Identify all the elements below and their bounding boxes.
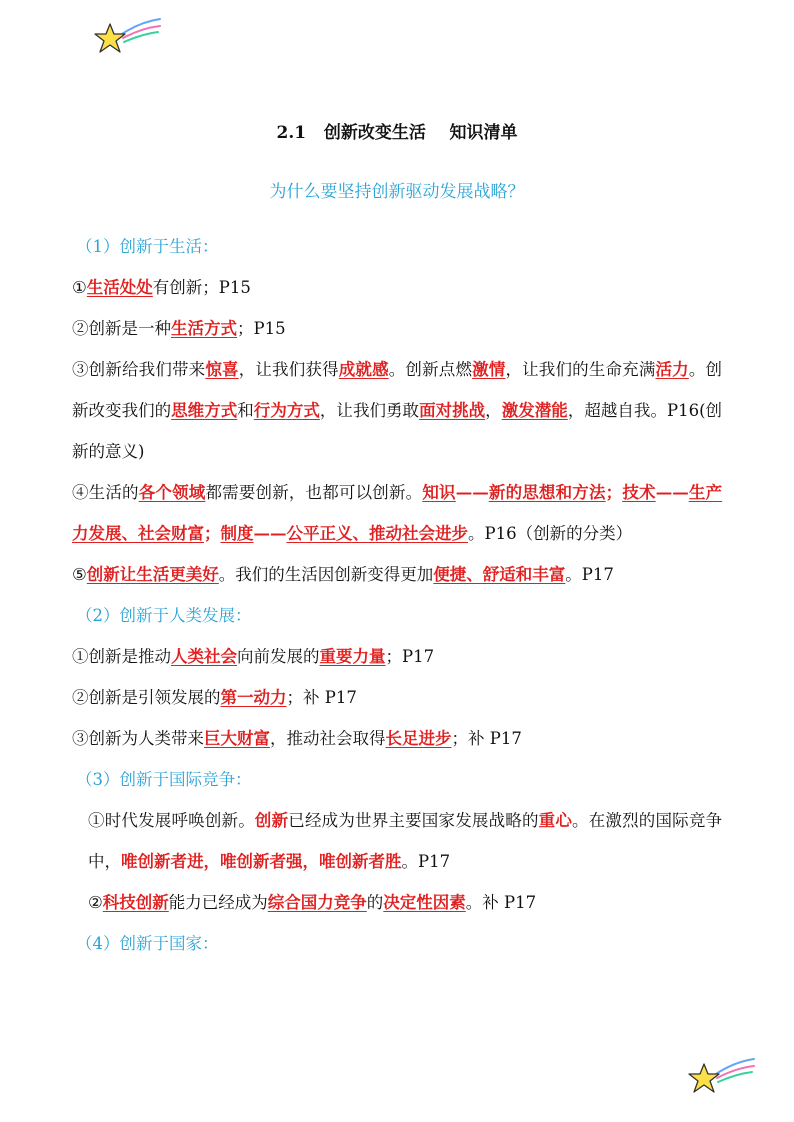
text: ⑤ (72, 565, 87, 584)
keyword: 新的思想和方法 (488, 483, 606, 502)
text: 。P16（创新的分类） (468, 524, 633, 543)
text: ②创新是引领发展的 (72, 688, 221, 707)
keyword: 长足进步 (385, 729, 452, 748)
section-heading-nation: （4）创新于国家： (76, 934, 219, 953)
keyword: 知识 (422, 483, 456, 502)
section-heading-human-development: （2）创新于人类发展： (76, 606, 252, 625)
text: ， (485, 401, 502, 420)
text: 的 (366, 893, 384, 912)
list-item (72, 677, 722, 718)
section-heading-international-competition: （3）创新于国际竞争： (76, 770, 252, 789)
keyword: 创新让生活更美好 (86, 565, 219, 584)
keyword: 唯创新者进，唯创新者强，唯创新者胜 (121, 852, 402, 871)
keyword: 生活处处 (86, 278, 153, 297)
text: 。补 P17 (465, 893, 537, 912)
text: ，让我们获得 (238, 360, 339, 379)
separator: ； (204, 524, 221, 543)
list-item (72, 472, 722, 554)
text: ①创新是推动 (72, 647, 171, 666)
keyword: 成就感 (338, 360, 389, 379)
text: ，超越自我。P16(创新的意义) (72, 401, 723, 461)
keyword: 第一动力 (220, 688, 287, 707)
keyword: 人类社会 (171, 647, 237, 666)
list-item (72, 308, 722, 349)
shooting-star-icon (92, 16, 164, 60)
keyword: 思维方式 (171, 401, 238, 420)
keyword: 创新 (254, 811, 289, 830)
text: ①时代发展呼唤创新。 (88, 811, 255, 830)
page-title: 2.1 创新改变生活 知识清单 (276, 123, 518, 143)
text: ，推动社会取得 (270, 729, 386, 748)
dash: —— (253, 524, 287, 543)
text: ① (72, 278, 87, 297)
list-item (72, 554, 722, 595)
text: 和 (237, 401, 254, 420)
text: ② (88, 893, 103, 912)
keyword: 各个领域 (138, 483, 206, 502)
text: 。创新点燃 (388, 360, 473, 379)
list-item (72, 349, 722, 472)
keyword: 公平正义、推动社会进步 (286, 524, 468, 543)
keyword: 制度 (220, 524, 254, 543)
keyword: 巨大财富 (204, 729, 270, 748)
text: ②创新是一种 (72, 319, 171, 338)
list-item (72, 800, 722, 882)
keyword: 科技创新 (102, 893, 169, 912)
keyword: 综合国力竞争 (267, 893, 367, 912)
keyword: 技术 (622, 483, 656, 502)
text: ③创新给我们带来 (72, 360, 206, 379)
text: 能力已经成为 (168, 893, 268, 912)
keyword: 重要力量 (319, 647, 386, 666)
section-heading-life: （1）创新于生活： (76, 237, 219, 256)
keyword: 决定性因素 (383, 893, 466, 912)
text: 。创新改变我们的 (72, 360, 723, 420)
text: ；P17 (385, 647, 435, 666)
text: 。P17 (565, 565, 614, 584)
text: 。P17 (401, 852, 451, 871)
keyword: 生活方式 (171, 319, 237, 338)
text: ；P15 (237, 319, 286, 338)
document-body (72, 226, 722, 964)
keyword: 重心 (538, 811, 573, 830)
text: 向前发展的 (237, 647, 320, 666)
text: 。我们的生活因创新变得更加 (218, 565, 434, 584)
text: ④生活的 (72, 483, 139, 502)
list-item (72, 882, 722, 923)
list-item (72, 718, 722, 759)
keyword: 生产力发展、社会财富 (72, 483, 723, 543)
text: ；补 P17 (451, 729, 522, 748)
dash: —— (655, 483, 689, 502)
keyword: 面对挑战 (419, 401, 486, 420)
keyword: 行为方式 (253, 401, 320, 420)
keyword: 激发潜能 (501, 401, 568, 420)
keyword: 惊喜 (205, 360, 239, 379)
shooting-star-icon (686, 1056, 758, 1100)
text: 已经成为世界主要国家发展战略的 (288, 811, 539, 830)
list-item (72, 636, 722, 677)
keyword: 便捷、舒适和丰富 (433, 565, 566, 584)
text: ；补 P17 (286, 688, 357, 707)
text: ，让我们勇敢 (319, 401, 420, 420)
text: 有创新；P15 (152, 278, 251, 297)
dash: —— (455, 483, 489, 502)
list-item (72, 267, 722, 308)
text: ③创新为人类带来 (72, 729, 204, 748)
separator: ； (605, 483, 623, 502)
keyword: 活力 (655, 360, 689, 379)
keyword: 激情 (472, 360, 506, 379)
text: ，让我们的生命充满 (505, 360, 656, 379)
text: 。在激烈的国际竞争中， (88, 811, 723, 871)
section-question: 为什么要坚持创新驱动发展战略？ (269, 182, 525, 202)
text: 都需要创新，也都可以创新。 (205, 483, 423, 502)
